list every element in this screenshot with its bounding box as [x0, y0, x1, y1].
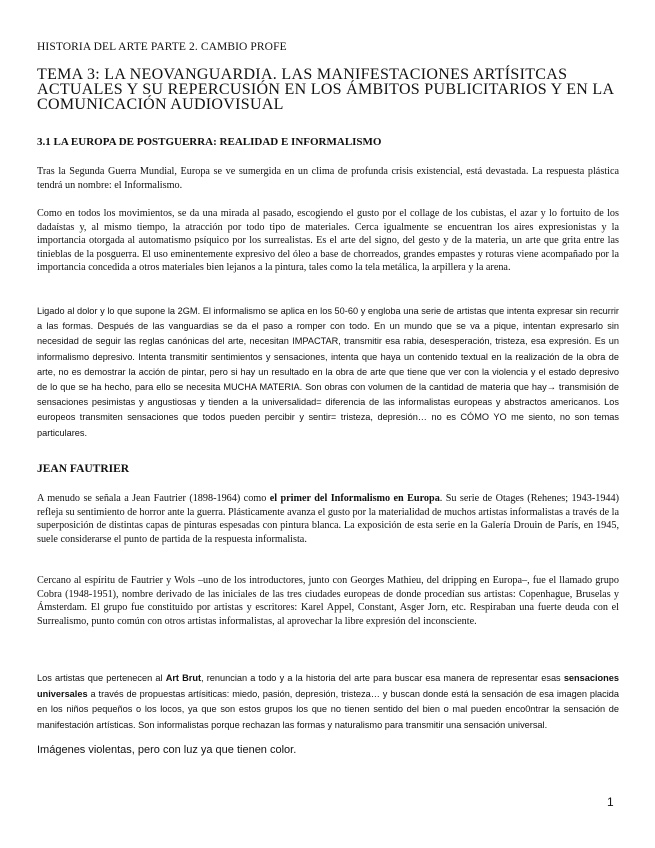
paragraph-art-brut [37, 671, 619, 733]
art-brut-text-1: Los artistas que pertenecen al [37, 673, 166, 683]
running-header: HISTORIA DEL ARTE PARTE 2. CAMBIO PROFE [37, 41, 287, 53]
art-brut-bold: Art Brut [165, 673, 202, 683]
paragraph-fautrier-text-end: . Su serie de Otages (Rehenes; 1943-1944) refleja su sentimiento de horror ante la guerra. Plásticamente avanza el gusto por la materialidad de muchos artistas informalistas a través de la superposición de distintas capas de pinturas espesadas con pintura blanca. La exposición de esta serie en la Galería Drouin de París, en 1945, suele considerarse el punto de partida de la respuesta informalista. [37, 493, 619, 545]
paragraph-fautrier [37, 492, 619, 546]
section-heading: 3.1 LA EUROPA DE POSTGUERRA: REALIDAD E INFORMALISMO [37, 136, 382, 148]
page-number: 1 [607, 795, 614, 809]
art-brut-text-2: , renuncian a todo y a la historia del arte para buscar esa manera de representar esas [201, 673, 564, 683]
paragraph-fautrier-text: A menudo se señala a Jean Fautrier (1898-1964) como [37, 493, 270, 504]
paragraph-closing: Imágenes violentas, pero con luz ya que tienen color. [37, 744, 297, 756]
subheading-fautrier: JEAN FAUTRIER [37, 463, 130, 475]
art-brut-text-3: a través de propuestas artísiticas: miedo, pasión, depresión, tristeza… y buscan donde está la sensación de esa imagen placida en los niños pequeños o los locos, ya que son estos grupos los que no tienen sentido del bien o mal pueden enco0ntrar la sensación de manifestación artísticas. Son informalistas porque rechazan las formas y naturalismo para transmitir una sensación universal. [37, 688, 619, 730]
chapter-title: TEMA 3: LA NEOVANGUARDIA. LAS MANIFESTACIONES ARTÍSITCAS ACTUALES Y SU REPERCUSIÓN EN LOS ÁMBITOS PUBLICITARIOS Y EN LA COMUNICACIÓN AUDIOVISUAL [37, 66, 614, 113]
sensaciones-bold: sensaciones universales [37, 673, 619, 699]
paragraph-cobra: Cercano al espíritu de Fautrier y Wols –uno de los introductores, junto con Georges Mathieu, del dripping en Europa–, fue el llamado grupo Cobra (1948-1951), nombre derivado de las iniciales de las tres ciudades europeas de donde procedían sus artistas: Copenhague, Bruselas y Ámsterdam. El grupo fue constituido por artistas y escritores: Karel Appel, Constant, Asger Jorn, etc. Respiraban una fuerte deuda con el Surrealismo, punto común con otros artistas informalistas, al aprovechar la libre expresión del inconsciente. [37, 575, 619, 627]
paragraph-intro: Tras la Segunda Guerra Mundial, Europa se ve sumergida en un clima de profunda crisis existencial, está devastada. La respuesta plástica tendrá un nombre: el Informalismo. [37, 166, 619, 191]
paragraph-notes: Ligado al dolor y lo que supone la 2GM. El informalismo se aplica en los 50-60 y engloba una serie de artistas que intenta expresar sin recurrir a las formas. Después de las vanguardias se da el paso a romper con todo. En un mundo que se va a pique, intentan expresarlo sin necesidad de seguir las reglas canónicas del arte, necesitan IMPACTAR, transmitir esa rabia, desesperación, tristeza, esa expresión. Es un informalismo depresivo. Intenta transmitir sentimientos y sensaciones, intenta que haya un contenido textual en la realización de la obra de arte, no es demostrar la acción de pintar, pero si hay un resultado en la obra de arte que tiene que ver con la violencia y el estado depresivo de lo que se ha hecho, para ello se necesita MUCHA MATERIA. Son obras con volumen de la cantidad de materia que hay→ transmisión de sensaciones pesimistas y angustiosas y tienden a la universalidad= diferencia de las informalistas europeas y abstractos americanos. Los europeos transmiten sensaciones que todos pueden percibir y sentir= tristeza, depresión… no es CÓMO YO me siento, no son temas particulares. [37, 306, 619, 438]
paragraph-fautrier-bold: el primer del Informalismo en Europa [269, 493, 440, 504]
paragraph-influences: Como en todos los movimientos, se da una mirada al pasado, escogiendo el gusto por el collage de los cubistas, el azar y lo fortuito de los dadaístas y, al mismo tiempo, la atracción por todo tipo de materiales. Cerca igualmente se encuentran los aires expresionistas y la importancia otorgada al automatismo psíquico por los surrealistas. Es el arte del signo, del gesto y de la materia, un arte que grita entre las tinieblas de la posguerra. El uso eminentemente expresivo del óleo a base de chorreados, grandes empastes y roturas viene acompañado por la importancia concedida a otros materiales bien lejanos a la pintura, tales como la tela metálica, la arpillera y la arena. [37, 208, 619, 274]
